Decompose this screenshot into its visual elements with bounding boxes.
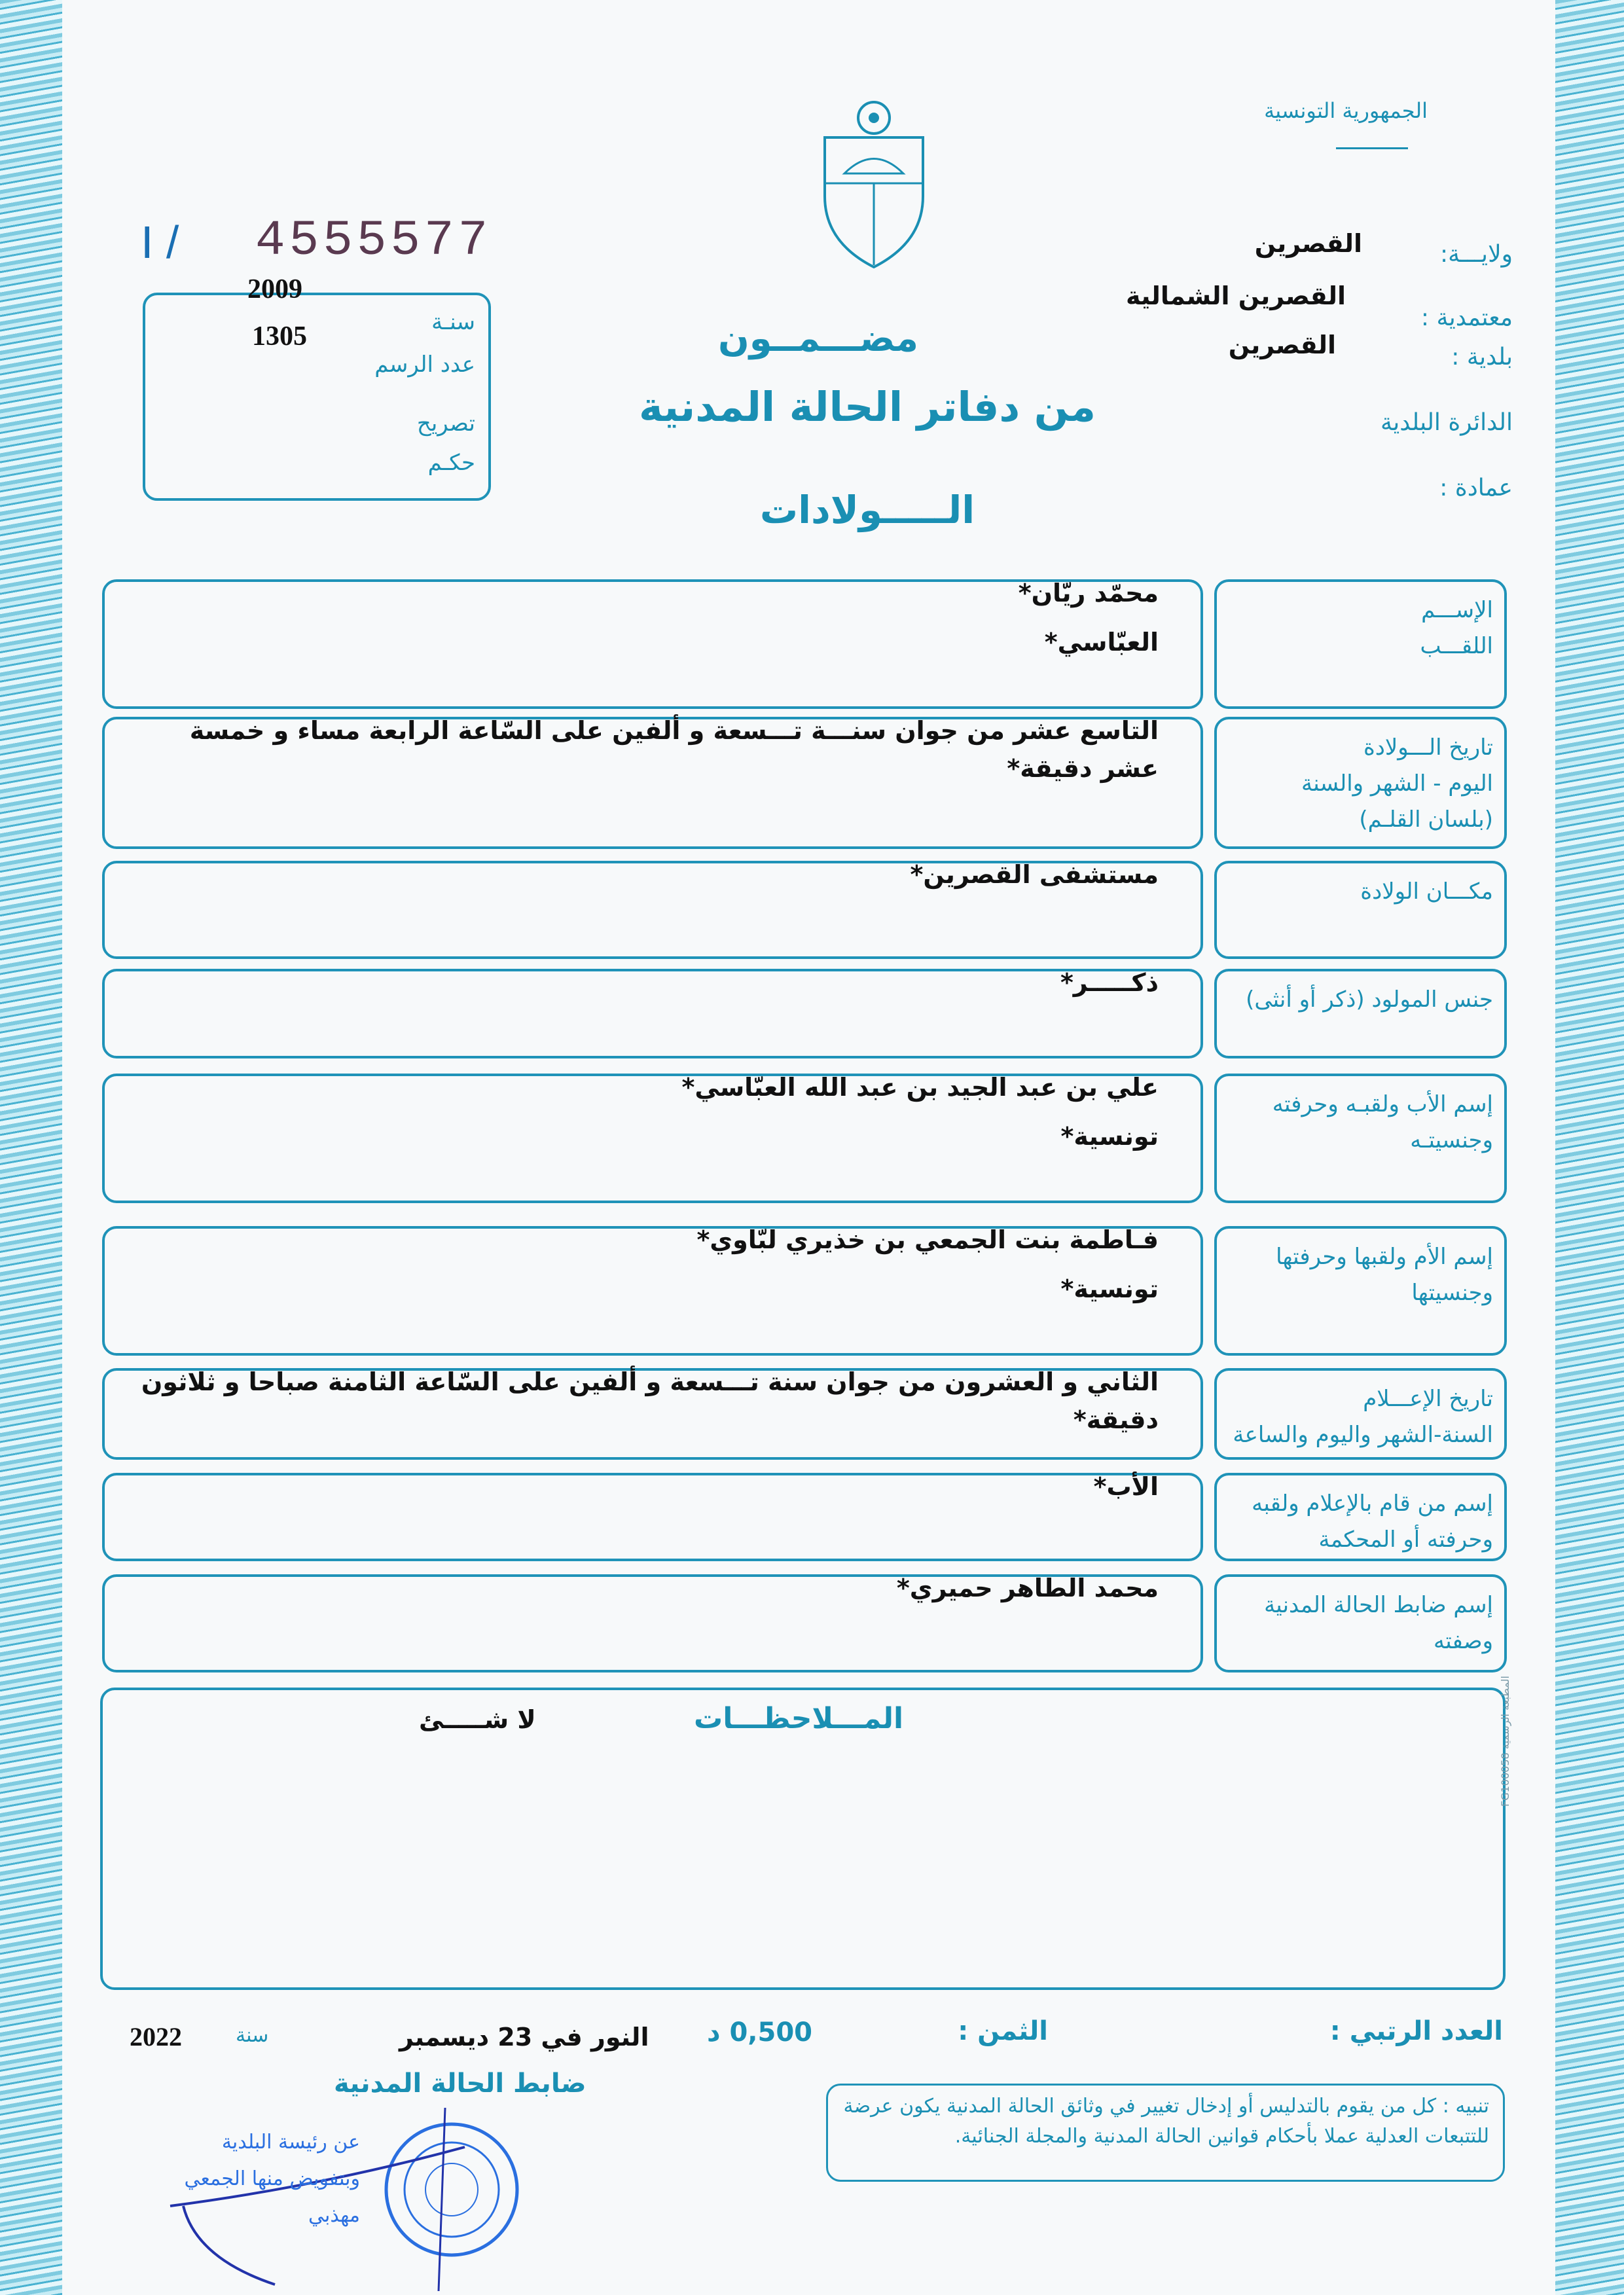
printer-mark: المطبعة الرسمية FG100058 bbox=[1499, 1676, 1511, 1807]
footer-year-value: 2022 bbox=[130, 2022, 182, 2051]
place-date: النور في 23 ديسمبر bbox=[399, 2023, 649, 2051]
footer-year-label: سنة bbox=[236, 2024, 269, 2047]
remarks-label: المـــلاحظـــات bbox=[694, 1702, 904, 1735]
row-label: الإســـم bbox=[1421, 597, 1493, 623]
serial-label: العدد الرتبي : bbox=[1329, 2016, 1503, 2046]
price-label: الثمن : bbox=[958, 2016, 1048, 2046]
warning-text: تنبيه : كل من يقوم بالتدليس أو إدخال تغيير في وثائق الحالة المدنية يكون عرضة للتتبعات العدلية عملا بأحكام قوانين الحالة المدنية والمجلة الجنائية. bbox=[843, 2095, 1489, 2148]
district-label: الدائرة البلدية bbox=[1380, 409, 1513, 436]
coat-of-arms-emblem bbox=[818, 98, 929, 268]
record-number-value: 1305 bbox=[252, 321, 307, 352]
row-value: محمّد ريّان* bbox=[1018, 579, 1159, 607]
row-value: الأب* bbox=[1093, 1472, 1159, 1501]
delegation-label: معتمدية : bbox=[1420, 304, 1513, 331]
row-label: إسم الأب ولقبـه وحرفته bbox=[1272, 1091, 1493, 1117]
row-label: إسم ضابط الحالة المدنية bbox=[1264, 1592, 1493, 1618]
decorative-border-right bbox=[1555, 0, 1624, 2295]
row-label: السنة-الشهر واليوم والساعة bbox=[1233, 1422, 1493, 1448]
row-label: تاريخ الإعـــلام bbox=[1363, 1386, 1493, 1412]
row-value: العبّاسي* bbox=[1044, 628, 1159, 657]
row-value: تونسية* bbox=[1060, 1274, 1159, 1303]
title-line1: مضـــمــون bbox=[717, 317, 918, 360]
row-label: (بلسان القلـم) bbox=[1359, 806, 1493, 833]
row-label: وحرفته أو المحكمة bbox=[1318, 1527, 1493, 1553]
row-value: تونسية* bbox=[1060, 1122, 1159, 1151]
delegation-value: القصرين الشمالية bbox=[1126, 281, 1346, 310]
row-label: إسم من قام بالإعلام ولقبه bbox=[1252, 1491, 1493, 1517]
wilaya-value: القصرين bbox=[1254, 229, 1362, 258]
decorative-border-left bbox=[0, 0, 62, 2295]
row-value: ذكـــــر* bbox=[1060, 968, 1159, 997]
municipality-value: القصرين bbox=[1228, 331, 1336, 359]
record-year-value: 2009 bbox=[247, 274, 302, 304]
price-value: 0,500 د bbox=[707, 2017, 812, 2048]
registry-number: 4555577 bbox=[255, 213, 492, 269]
record-declaration-label: تصريح bbox=[416, 410, 475, 437]
registry-prefix: I / bbox=[141, 217, 179, 268]
remarks-value: لا شـــــئ bbox=[419, 1705, 536, 1734]
row-label: إسم الأم ولقبها وحرفتها bbox=[1276, 1244, 1493, 1270]
row-label: تاريخ الـــولادة bbox=[1363, 734, 1493, 761]
republic-label: الجمهورية التونسية bbox=[1264, 98, 1428, 123]
row-label: وجنسيتـه bbox=[1410, 1127, 1493, 1153]
row-value: علي بن عبد الجيد بن عبد الله العبّاسي* bbox=[681, 1073, 1159, 1102]
row-label: جنس المولود (ذكر أو أنثى) bbox=[1246, 986, 1493, 1013]
record-year-label: سنـة bbox=[431, 309, 475, 335]
row-value: مستشفى القصرين* bbox=[910, 860, 1159, 889]
record-judgment-label: حكـم bbox=[427, 450, 475, 476]
signature-text: عن رئيسة البلدية وبتفويض منها الجمعي مهذبي bbox=[184, 2131, 360, 2227]
row-label: اللقـــب bbox=[1420, 633, 1493, 659]
municipality-label: بلدية : bbox=[1451, 344, 1513, 370]
row-value: فـاطمة بنت الجمعي بن خذيري لبّاوي* bbox=[696, 1225, 1159, 1254]
title-line3: الـــــولادات bbox=[759, 488, 975, 532]
divider bbox=[1336, 147, 1408, 149]
row-label: وصفته bbox=[1434, 1628, 1493, 1654]
record-number-label: عدد الرسم bbox=[374, 352, 475, 378]
row-value: الثاني و العشرون من جوان سنة تـــسعة و ألفين على السّاعة الثامنة صباحا و ثلاثون دقيقة* bbox=[141, 1367, 1159, 1434]
officer-title: ضابط الحالة المدنية bbox=[334, 2069, 586, 2099]
row-label: وجنسيتها bbox=[1411, 1280, 1493, 1306]
row-label: اليوم - الشهر والسنة bbox=[1301, 770, 1493, 797]
title-line2: من دفاتر الحالة المدنية bbox=[639, 383, 1096, 431]
row-label: مكـــان الولادة bbox=[1360, 878, 1493, 905]
row-value: التاسع عشر من جوان سنـــة تـــسعة و ألفين على السّاعة الرابعة مساء و خمسة عشر دقيقة* bbox=[189, 716, 1159, 783]
omda-label: عمادة : bbox=[1439, 475, 1513, 501]
wilaya-label: ولايـــة: bbox=[1439, 241, 1513, 268]
row-value: محمد الطاهر حميري* bbox=[896, 1574, 1159, 1602]
